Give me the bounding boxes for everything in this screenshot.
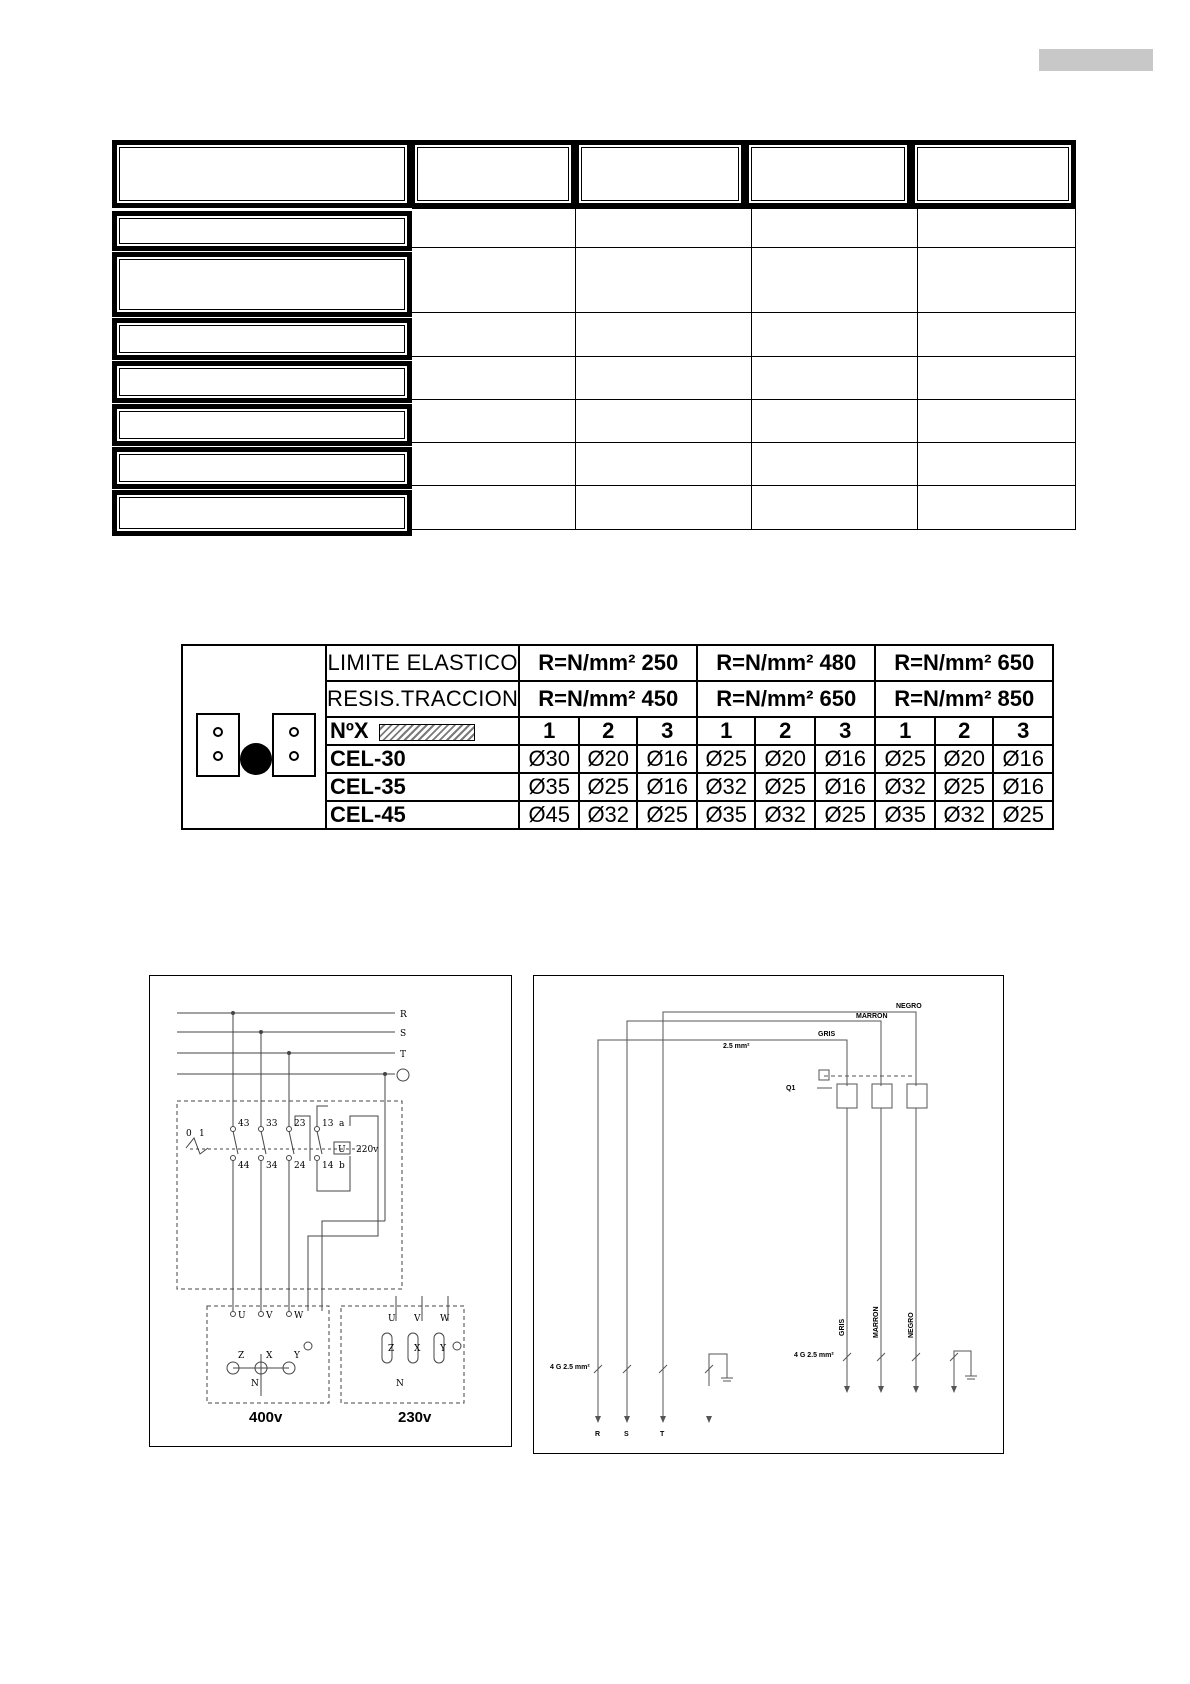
terminal-label: V — [266, 1311, 273, 1321]
count-8: 2 — [935, 717, 993, 745]
contact-label: 44 — [238, 1161, 250, 1171]
cutter-jaws-icon — [183, 646, 325, 828]
cell-value: Ø16 — [993, 773, 1053, 801]
ground-icon — [397, 1069, 409, 1081]
resis-traccion-label: RESIS.TRACCION — [326, 681, 519, 717]
bottom-t-label: T — [660, 1431, 665, 1438]
spec-label-7 — [112, 490, 412, 536]
page-marker-tab — [1039, 49, 1153, 71]
resis-value-3: R=N/mm² 850 — [875, 681, 1053, 717]
spec-header-label — [112, 140, 412, 208]
cell-value: Ø16 — [815, 773, 875, 801]
phase-t-label: T — [400, 1050, 407, 1060]
cell-value: Ø25 — [875, 745, 935, 773]
bottom-r-label: R — [595, 1431, 601, 1438]
cell-value: Ø16 — [815, 745, 875, 773]
terminal-label: X — [266, 1351, 273, 1361]
limite-elastico-label: LIMITE ELASTICO — [326, 645, 519, 681]
wire-negro-label: NEGRO — [896, 1003, 922, 1010]
out-gris-label: GRIS — [839, 1318, 846, 1336]
contact-label: b — [339, 1161, 345, 1171]
spec-data-grid — [412, 208, 1078, 534]
cell-value: Ø25 — [993, 801, 1053, 829]
terminal-label: Y — [294, 1351, 300, 1361]
contact-label: 24 — [294, 1161, 306, 1171]
contact-label: 33 — [266, 1119, 278, 1129]
power-line-diagram — [533, 975, 1004, 1454]
wire-gris-label: GRIS — [818, 1031, 836, 1038]
coil-label: U — [338, 1145, 346, 1155]
contact-label: 23 — [294, 1119, 306, 1129]
nox-label: NºX — [330, 718, 369, 743]
resis-value-2: R=N/mm² 650 — [697, 681, 875, 717]
table-row — [326, 745, 1053, 773]
spec-label-4 — [112, 361, 412, 403]
contact-label: 43 — [238, 1119, 250, 1129]
model-cel-30: CEL-30 — [326, 745, 519, 773]
cell-value: Ø45 — [519, 801, 579, 829]
wire-marron-label: MARRON — [856, 1013, 888, 1020]
cell-value: Ø20 — [579, 745, 637, 773]
cell-value: Ø25 — [815, 801, 875, 829]
limite-value-1: R=N/mm² 250 — [519, 645, 697, 681]
terminal-label: Z — [388, 1344, 395, 1354]
cell-value: Ø25 — [935, 773, 993, 801]
voltage-400-label: 400v — [249, 1409, 283, 1426]
power-line-svg — [534, 976, 1003, 1453]
motor-wiring-svg — [150, 976, 511, 1446]
spec-header-col-3 — [744, 140, 912, 208]
model-cel-45: CEL-45 — [326, 801, 519, 829]
count-2: 2 — [579, 717, 637, 745]
out-negro-label: NEGRO — [908, 1312, 915, 1338]
terminal-label: W — [440, 1314, 450, 1324]
terminal-label: U — [238, 1311, 246, 1321]
cell-value: Ø25 — [697, 745, 755, 773]
count-6: 3 — [815, 717, 875, 745]
cell-value: Ø25 — [755, 773, 815, 801]
cell-value: Ø32 — [755, 801, 815, 829]
hatched-bar-icon — [379, 724, 475, 741]
table-row — [326, 773, 1053, 801]
coil-voltage: 220v — [356, 1145, 379, 1155]
table-row — [326, 801, 1053, 829]
cell-value: Ø25 — [579, 773, 637, 801]
cutter-illustration — [181, 644, 327, 830]
phase-s-label: S — [400, 1029, 407, 1039]
cell-value: Ø20 — [935, 745, 993, 773]
switch-position-0: 0 — [186, 1129, 192, 1139]
spec-label-6 — [112, 447, 412, 489]
cell-value: Ø32 — [697, 773, 755, 801]
motor-wiring-diagram — [149, 975, 512, 1447]
cell-value: Ø35 — [697, 801, 755, 829]
model-cel-35: CEL-35 — [326, 773, 519, 801]
count-7: 1 — [875, 717, 935, 745]
cable-out-label: 4 G 2.5 mm² — [794, 1352, 834, 1359]
switch-position-1: 1 — [199, 1129, 205, 1139]
cell-value: Ø20 — [755, 745, 815, 773]
terminal-label: W — [294, 1311, 304, 1321]
cell-value: Ø25 — [637, 801, 697, 829]
count-1: 1 — [519, 717, 579, 745]
spec-label-2 — [112, 252, 412, 317]
spec-header-col-4 — [910, 140, 1076, 208]
spec-label-5 — [112, 404, 412, 446]
count-5: 2 — [755, 717, 815, 745]
cell-value: Ø16 — [637, 773, 697, 801]
contact-label: 13 — [322, 1119, 334, 1129]
nox-label-cell — [326, 717, 519, 745]
terminal-label: Y — [440, 1344, 446, 1354]
count-9: 3 — [993, 717, 1053, 745]
terminal-label: V — [414, 1314, 421, 1324]
cutting-capacity-table — [325, 644, 1054, 830]
contact-label: a — [339, 1119, 345, 1129]
limite-value-2: R=N/mm² 480 — [697, 645, 875, 681]
cell-value: Ø35 — [875, 801, 935, 829]
cell-value: Ø32 — [579, 801, 637, 829]
cable-section-label: 2.5 mm² — [723, 1043, 750, 1050]
terminal-label: Z — [238, 1351, 245, 1361]
breaker-q1-label: Q1 — [786, 1085, 796, 1092]
cell-value: Ø16 — [637, 745, 697, 773]
bottom-s-label: S — [624, 1431, 629, 1438]
neutral-label: N — [251, 1379, 259, 1389]
spec-header-col-1 — [410, 140, 576, 208]
spec-label-1 — [112, 211, 412, 251]
voltage-230-label: 230v — [398, 1409, 432, 1426]
cable-in-label: 4 G 2.5 mm² — [550, 1364, 590, 1371]
contact-label: 34 — [266, 1161, 278, 1171]
spec-header-col-2 — [574, 140, 746, 208]
cell-value: Ø35 — [519, 773, 579, 801]
cell-value: Ø16 — [993, 745, 1053, 773]
cell-value: Ø30 — [519, 745, 579, 773]
contact-label: 14 — [322, 1161, 334, 1171]
count-3: 3 — [637, 717, 697, 745]
terminal-label: X — [414, 1344, 421, 1354]
cell-value: Ø32 — [875, 773, 935, 801]
cell-value: Ø32 — [935, 801, 993, 829]
neutral-label: N — [396, 1379, 404, 1389]
spec-label-3 — [112, 318, 412, 360]
resis-value-1: R=N/mm² 450 — [519, 681, 697, 717]
phase-r-label: R — [400, 1010, 407, 1020]
terminal-label: U — [388, 1314, 396, 1324]
limite-value-3: R=N/mm² 650 — [875, 645, 1053, 681]
out-marron-label: MARRON — [873, 1306, 880, 1338]
count-4: 1 — [697, 717, 755, 745]
